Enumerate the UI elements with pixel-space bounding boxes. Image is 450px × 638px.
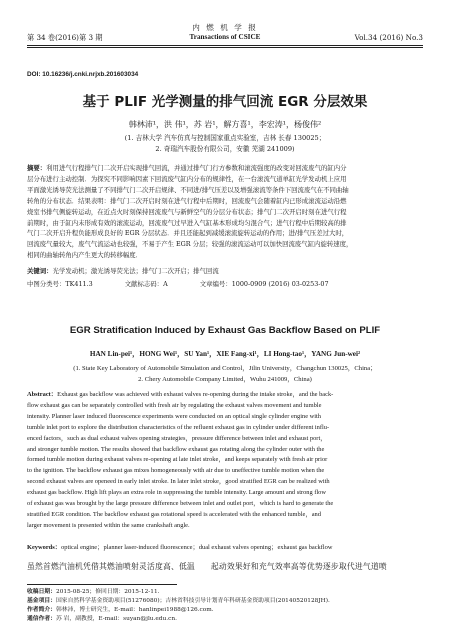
abstract-cn (27, 163, 423, 261)
abstract-cn-line: 转角的分布状态．结果表明：排气门二次开启时刻在进气行程中后期时，回流废气会随着缸内已形成滚流运动沿燃 (27, 196, 347, 205)
abstract-cn-label: 摘要： (27, 164, 47, 172)
intro-first-line: 虽然首燃汽油机凭借其燃油喷射灵活度高、低温 起动效果好和充气效率高等优势逐步取代进气道喷 (27, 562, 387, 571)
header-volume-en: Vol.34 (2016) No.3 (354, 33, 423, 42)
authors-en: HAN Lin-pei¹，HONG Wei¹，SU Yan¹，XIE Fang-xi¹，LI Hong-tao¹，YANG Jun-wei² (89, 350, 361, 358)
abstract-en-line: Abstract：Exhaust gas backflow was achieved with exhaust valves re-opening during the intake stroke，and the back- (27, 391, 334, 398)
title-cn: 基于 PLIF 光学测量的排气回流 EGR 分层效果 (82, 94, 368, 110)
keywords-cn-label: 关键词： (27, 267, 53, 275)
abstract-cn-line: 层分布进行主动控制．为探究不同影响因素下回流废气缸内分布的规律性，在一台滚流气道单缸光学发动机上应用 (27, 174, 347, 183)
abstract-en-line: intensity. Planner laser induced fluorescence experiments were conducted on an optical single cylinder engine with (27, 412, 321, 420)
footnote-rule (27, 584, 177, 585)
classification-cn (27, 279, 423, 288)
abstract-cn-line: 平面激光诱导荧光法测量了不同排气门二次开启规律、不同进/排气压差以及增强滚流等条件下回流废气在不同曲轴 (27, 185, 349, 194)
abstract-en-line: second exhaust valves are openeed in early inlet stroke. In later inlet stroke，good stratified EGR can be realized with (27, 478, 330, 486)
abstract-en-line: and stronger tumble motion. The results showed that backflow exhaust gas rotating along the cylinder outer with the (27, 445, 325, 453)
abstract-en (27, 390, 423, 532)
document-code: 文献标志码：A (124, 280, 168, 288)
header-rule-thin (27, 47, 423, 48)
header-journal-cn: 内 燃 机 学 报 (192, 23, 258, 32)
affiliation-cn-2: 2. 奇瑞汽车股份有限公司，安徽 芜湖 241009) (155, 145, 295, 153)
abstract-en-line: flow exhaust gas can be separately controlled with fresh air by regulating the exhaust valves movement and tumble (27, 401, 322, 409)
doi: DOI: 10.16236/j.cnki.nrjxb.201603034 (27, 71, 139, 78)
affiliation-cn-1: (1. 吉林大学 汽车仿真与控制国家重点实验室，吉林 长春 130025； (124, 134, 326, 142)
affiliation-en-2: 2. Chery Automobile Company Limited，Wuhu 241009，China) (138, 376, 312, 383)
affiliation-en-1: (1. State Key Laboratory of Automobile Simulation and Control，Jilin University，Changchun 130025，China； (73, 365, 377, 372)
abstract-cn-line: 摘要：利用进气行程排气门二次开启实现排气回流，并通过排气门行方参数和滚流强度的改变对回流废气的缸内分 (27, 164, 347, 172)
abstract-cn-line: 前期时，由于缸内未形成有效的滚流运动，回流废气过早进入气缸基本形成均匀混合气；进气行程中后期较高的排 (27, 218, 347, 227)
authors-cn: 韩林沛¹，洪 伟¹，苏 岩¹，解方喜¹，李宏涛¹，杨俊伟² (128, 120, 322, 129)
abstract-en-line: tumble inlet port to explore the distribution characteristics of the refluent exhaust gas in cylinder under different influ- (27, 423, 330, 431)
keywords-en-label: Keywords： (27, 544, 62, 551)
keywords-en: Keywords：optical engine；planner laser-induced fluorescence；dual exhaust valves opening；exhaust gas backflow (27, 544, 333, 551)
abstract-en-line: enced factors，such as dual exhaust valves opening strategies，pressure difference between inlet and exhaust port， (27, 434, 327, 442)
footnote-corresponding: 通信作者：苏 岩，副教授，E-mail：suyan@jlu.edu.cn. (27, 616, 177, 622)
header-volume-cn: 第 34 卷(2016)第 3 期 (27, 33, 103, 42)
abstract-cn-line: 相同的曲轴转角内产生更大的转移幅度． (27, 251, 143, 260)
abstract-en-line: exhaust gas backflow. High lift plays an extra role in suppressing the tumble intensity. Large amount and strong flow (27, 489, 326, 497)
article-number: 文章编号：1000-0909 (2016) 03-0253-07 (199, 280, 329, 288)
keywords-cn: 关键词：光学发动机；激光诱导荧光法；排气门二次开启；排气回流 (27, 267, 219, 275)
abstract-en-line: to the ignition. The backflow exhaust gas mixes homogeneously with air due to uneffective tumble motion when the (27, 467, 325, 475)
abstract-cn-line: 气门二次开启升程负能形成良好的 EGR 分层状态．并且还能起到减缓滚流旋转运动的作用；进/排气压差过大时， (27, 229, 349, 238)
abstract-en-line: of exhaust gas was brought by the large pressure difference between inlet and outlet port，which is hard to generate the (27, 500, 334, 508)
title-en: EGR Stratification Induced by Exhaust Gas Backflow Based on PLIF (69, 325, 381, 336)
abstract-cn-line: 回流废气量较大，废气气流运动也较强，不易于产生 EGR 分层；较强的滚流运动可以加快回流废气缸内旋转速度， (27, 240, 353, 249)
abstract-cn-line: 烧室书排气侧旋转运动，在近点火时刻保持回流废气与新鲜空气的分层分布状态；排气门二次开启时刻在进气行程 (27, 207, 347, 216)
footnote-author: 作者简介：韩林沛，博士研究生，E-mail：hanlinpei1988@126.com. (27, 607, 214, 613)
abstract-en-line: formed tumble motion during exhaust valves re-opening at late inlet stroke，and keeps separately with fresh air prior (27, 456, 328, 464)
clc-number: 中图分类号：TK411.3 (27, 280, 93, 288)
footnote-funding: 基金项目：国家自然科学基金资助项目(51276080)；吉林省科技引导计划青年科研基金资助项目(20140520128JH). (27, 598, 330, 604)
abstract-en-label: Abstract： (27, 391, 58, 398)
abstract-en-line: larger movement is presented within the same crankshaft angle. (27, 521, 190, 529)
header-journal-en: Transactions of CSICE (189, 33, 261, 41)
footnote-received: 收稿日期：2015-08-25；修回日期：2015-12-11. (27, 589, 160, 595)
header-rule (27, 45, 423, 46)
abstract-en-line: stratified EGR condition. The backflow exhaust gas rotational speed is accelerated with the enhanced tumble，and (27, 510, 321, 518)
